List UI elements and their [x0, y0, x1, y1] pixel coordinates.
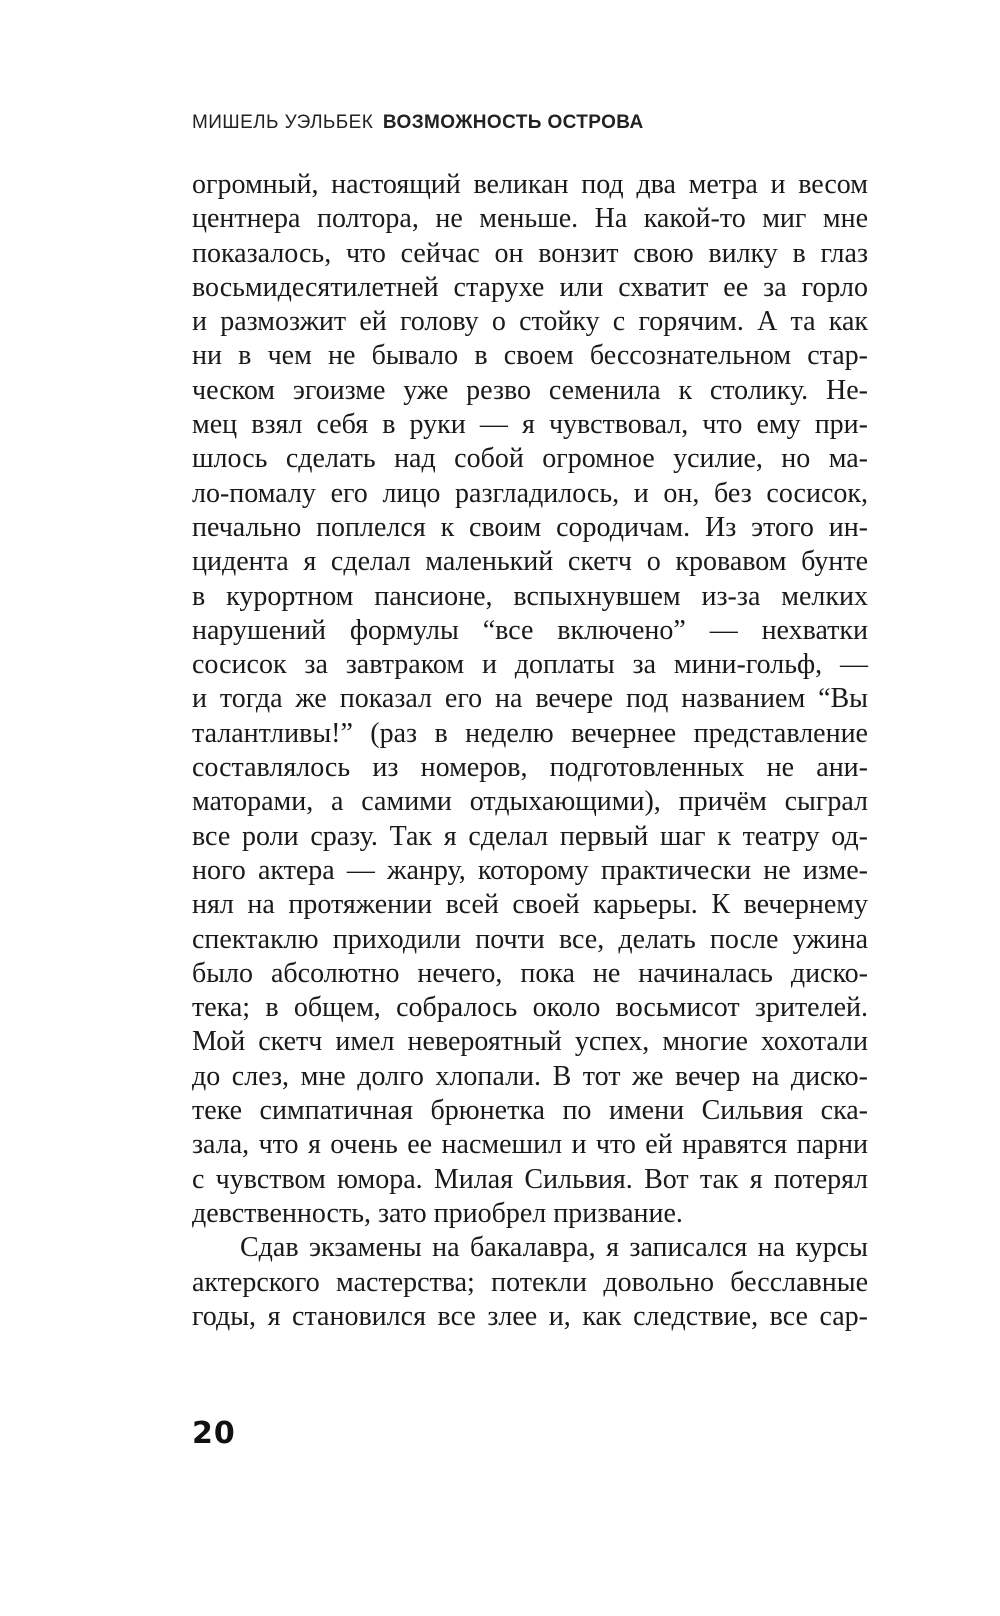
text-line: показалось, что сейчас он вонзит свою вилку в глаз [192, 237, 868, 269]
text-line: ни в чем не бывало в своем бессознательном стар- [192, 340, 868, 372]
text-line: сосисок за завтраком и доплаты за мини-гольф, — [192, 649, 868, 681]
text-line: нял на протяжении всей своей карьеры. К вечернему [192, 889, 868, 921]
text-line: ческом эгоизме уже резво семенила к столику. Не- [192, 374, 868, 406]
text-line: маторами, а самими отдыхающими), причём сыграл [192, 786, 868, 818]
text-line: мец взял себя в руки — я чувствовал, что ему при- [192, 409, 868, 441]
text-line: в курортном пансионе, вспыхнувшем из-за мелких [192, 580, 868, 612]
text-line: актерского мастерства; потекли довольно бесславные [192, 1266, 868, 1298]
text-line: цидента я сделал маленький скетч о кровавом бунте [192, 546, 868, 578]
text-line: годы, я становился все злее и, как следствие, все сар- [192, 1300, 868, 1332]
paragraph-first-line: Сдав экзамены на бакалавра, я записался на курсы [240, 1232, 868, 1264]
text-line: шлось сделать над собой огромное усилие, но ма- [192, 443, 868, 475]
text-line: с чувством юмора. Милая Сильвия. Вот так я потерял [192, 1163, 868, 1195]
text-line: ло-помалу его лицо разгладилось, и он, без сосисок, [192, 477, 868, 509]
text-line: все роли сразу. Так я сделал первый шаг к театру од- [192, 820, 868, 852]
text-line: зала, что я очень ее насмешил и что ей нравятся парни [192, 1129, 868, 1161]
text-line: было абсолютно нечего, пока не начиналась диско- [192, 957, 868, 989]
running-head [192, 112, 644, 134]
text-line: талантливы!” (раз в неделю вечернее представление [192, 717, 868, 749]
text-line: теке симпатичная брюнетка по имени Сильвия ска- [192, 1095, 868, 1127]
text-line: и размозжит ей голову о стойку с горячим. А та как [192, 306, 868, 338]
text-line: Мой скетч имел невероятный успех, многие хохотали [192, 1026, 868, 1058]
page-number: 20 [192, 1416, 236, 1451]
text-line: огромный, настоящий великан под два метра и весом [192, 169, 868, 200]
running-head-author: МИШЕЛЬ УЭЛЬБЕК [192, 112, 374, 133]
body-text [192, 168, 868, 1334]
text-line: и тогда же показал его на вечере под названием “Вы [192, 683, 868, 715]
text-line: печально поплелся к своим сородичам. Из этого ин- [192, 511, 868, 543]
text-line: ного актера — жанру, которому практически не изме- [192, 854, 868, 886]
text-line: составлялось из номеров, подготовленных не ани- [192, 752, 868, 784]
text-line: нарушений формулы “все включено” — нехватки [192, 614, 868, 646]
text-line: тека; в общем, собралось около восьмисот зрителей. [192, 992, 868, 1024]
text-line: спектаклю приходили почти все, делать после ужина [192, 923, 868, 955]
text-line: до слез, мне долго хлопали. В тот же вечер на диско- [192, 1060, 868, 1092]
paragraph-last-line: девственность, зато приобрел призвание. [192, 1197, 683, 1229]
text-line: центнера полтора, не меньше. На какой-то миг мне [192, 203, 868, 235]
running-head-title: ВОЗМОЖНОСТЬ ОСТРОВА [382, 112, 644, 133]
text-line: восьмидесятилетней старухе или схватит ее за горло [192, 271, 868, 303]
